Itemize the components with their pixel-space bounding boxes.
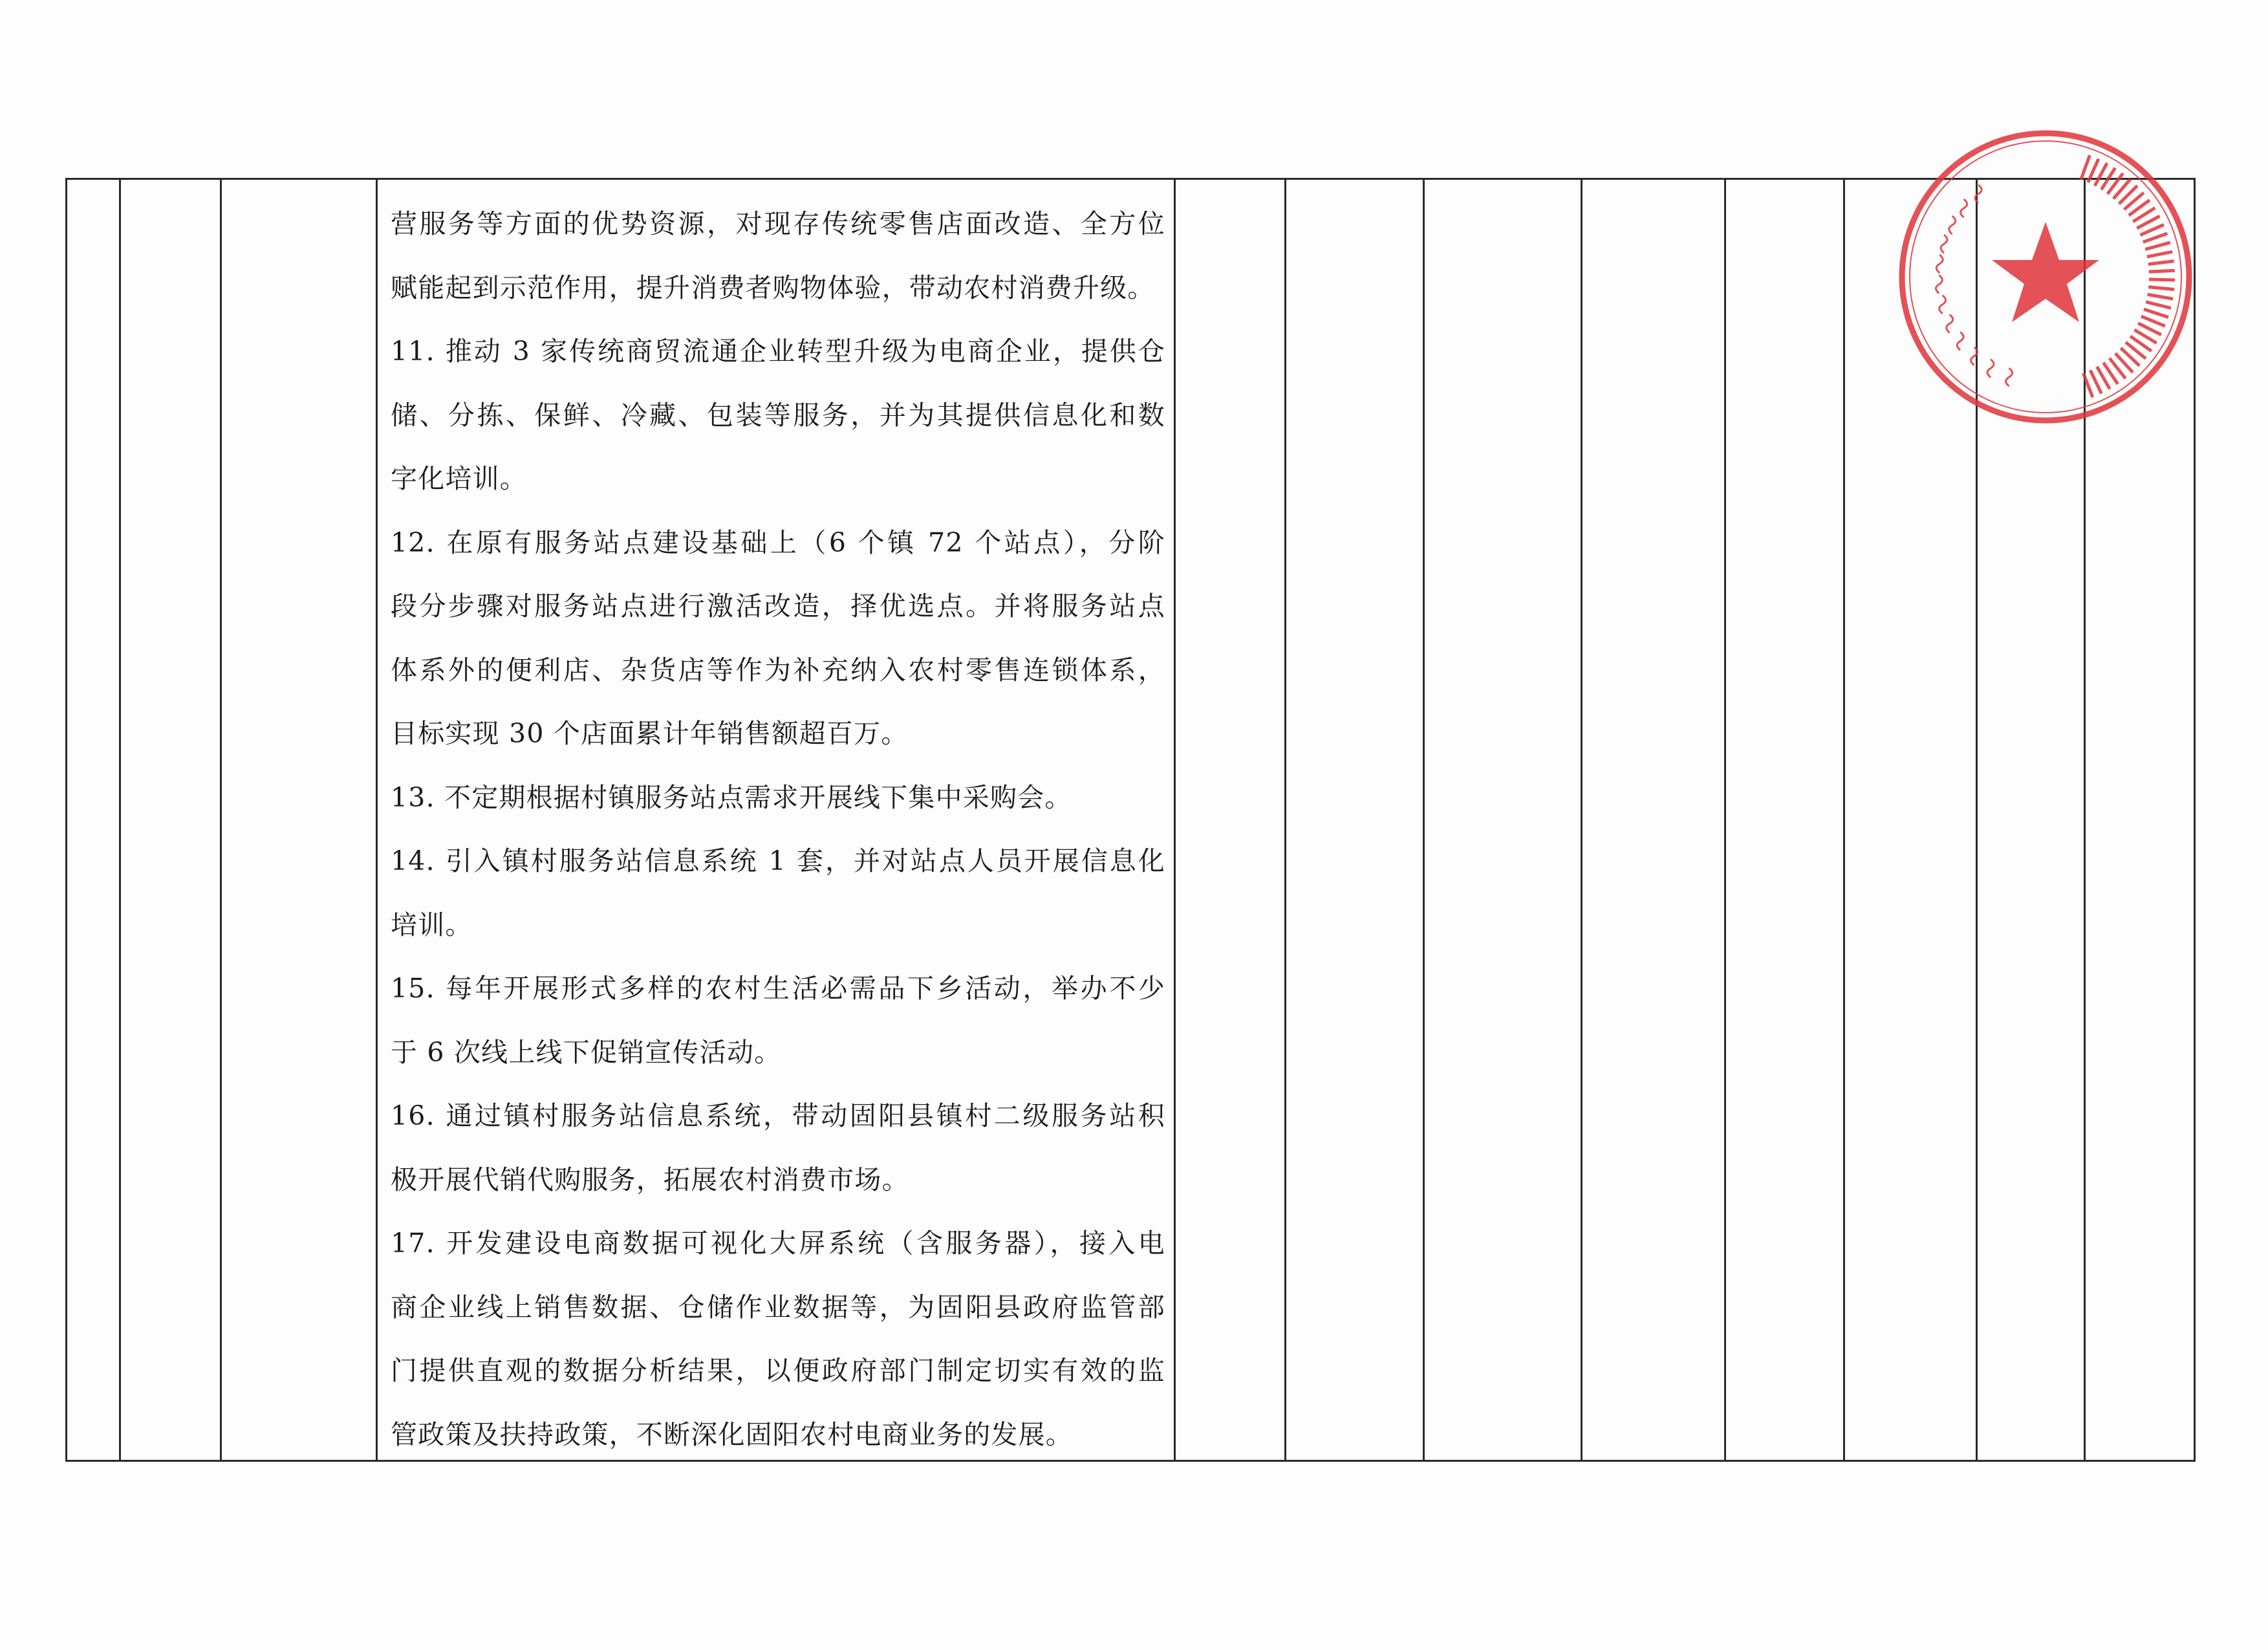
seal-lettering-mark — [2148, 294, 2173, 299]
seal-lettering-mark — [2141, 316, 2165, 326]
content-line: 段分步骤对服务站点进行激活改造，择优选点。并将服务站点 — [391, 591, 1165, 622]
content-line: 营服务等方面的优势资源，对现存传统零售店面改造、全方位 — [391, 208, 1165, 239]
seal-lettering-mark — [1941, 235, 1947, 253]
seal-lettering-mark — [2149, 279, 2175, 280]
seal-lettering-mark — [2081, 155, 2090, 180]
content-line: 体系外的便利店、杂货店等作为补充纳入农村零售连锁体系， — [391, 654, 1165, 686]
content-line: 14. 引入镇村服务站信息系统 1 套，并对站点人员开展信息化 — [391, 845, 1165, 876]
content-line: 培训。 — [391, 909, 473, 940]
column-divider — [1581, 178, 1582, 1462]
content-line: 于 6 次线上线下促销宣传活动。 — [391, 1036, 782, 1068]
content-line: 13. 不定期根据村镇服务站点需求开展线下集中采购会。 — [391, 781, 1072, 813]
seal-lettering-mark — [2148, 261, 2174, 265]
content-line: 目标实现 30 个店面累计年销售额超百万。 — [391, 718, 909, 749]
seal-lettering-mark — [1957, 332, 1963, 350]
seal-lettering-mark — [1949, 216, 1956, 234]
seal-lettering-mark — [1987, 359, 1994, 377]
content-line: 16. 通过镇村服务站信息系统，带动固阳县镇村二级服务站积 — [391, 1100, 1165, 1131]
seal-lettering-mark — [1961, 199, 1967, 217]
content-line: 字化培训。 — [391, 463, 527, 494]
content-line: 11. 推动 3 家传统商贸流通企业转型升级为电商企业，提供仓 — [391, 336, 1165, 367]
content-line: 极开展代销代购服务，拓展农村消费市场。 — [391, 1164, 909, 1195]
column-divider — [1423, 178, 1425, 1462]
table-content-cell — [379, 178, 1174, 1462]
seal-lettering-mark — [1947, 314, 1953, 332]
seal-lettering-mark — [2149, 270, 2175, 272]
seal-lettering-mark — [1939, 296, 1946, 314]
seal-lettering-mark — [1936, 276, 1942, 294]
seal-lettering-mark — [1936, 255, 1943, 273]
seal-lettering-mark — [2146, 302, 2171, 309]
content-line: 商企业线上销售数据、仓储作业数据等，为固阳县政府监管部 — [391, 1291, 1165, 1323]
seal-lettering-mark — [1975, 185, 1982, 203]
content-line: 17. 开发建设电商数据可视化大屏系统（含服务器），接入电 — [391, 1228, 1165, 1259]
column-divider — [1843, 178, 1845, 1462]
seal-lettering-mark — [2083, 373, 2093, 397]
content-line: 管政策及扶持政策，不断深化固阳农村电商业务的发展。 — [391, 1418, 1073, 1450]
column-divider — [119, 178, 121, 1462]
seal-lettering-mark — [2144, 309, 2168, 317]
seal-lettering-mark — [2143, 233, 2168, 242]
content-line: 15. 每年开展形式多样的农村生活必需品下乡活动，举办不少 — [391, 973, 1165, 1004]
content-line: 门提供直观的数据分析结果，以便政府部门制定切实有效的监 — [391, 1355, 1165, 1386]
star-icon — [1992, 222, 2099, 322]
content-line: 储、分拣、保鲜、冷藏、包装等服务，并为其提供信息化和数 — [391, 399, 1165, 431]
seal-lettering-mark — [2147, 252, 2172, 257]
column-divider — [220, 178, 222, 1462]
column-divider — [1284, 178, 1286, 1462]
official-seal — [1894, 125, 2198, 429]
content-line: 赋能起到示范作用，提升消费者购物体验，带动农村消费升级。 — [391, 272, 1155, 303]
seal-lettering-mark — [2145, 243, 2170, 250]
seal-lettering-mark — [1971, 347, 1978, 365]
seal-lettering-mark — [2006, 368, 2013, 386]
seal-lettering-mark — [2148, 287, 2174, 290]
content-line: 12. 在原有服务站点建设基础上（6 个镇 72 个站点），分阶 — [391, 526, 1165, 558]
column-divider — [1724, 178, 1726, 1462]
column-divider — [376, 178, 378, 1462]
